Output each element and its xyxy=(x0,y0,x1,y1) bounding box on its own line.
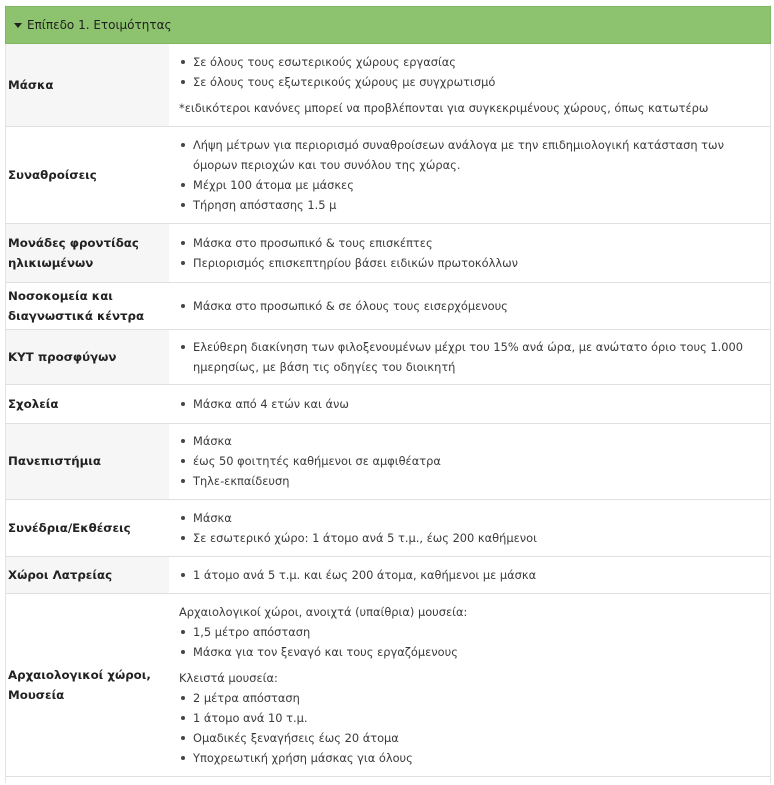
list-item: Σε εσωτερικό χώρο: 1 άτομο ανά 5 τ.μ., έως 200 καθήμενοι xyxy=(173,528,764,548)
list-item: Λήψη μέτρων για περιορισμό συναθροίσεων ανάλογα με την επιδημιολογική κατάσταση των όμορων περιοχών και του συνόλου της χώρας. xyxy=(173,135,764,175)
level-title: Επίπεδο 1. Ετοιμότητας xyxy=(27,18,172,32)
row-details xyxy=(169,499,770,556)
closed-museums-heading: Κλειστά μουσεία: xyxy=(179,670,278,685)
table-row xyxy=(6,329,770,384)
list-item: Ελεύθερη διακίνηση των φιλοξενουμένων μέχρι του 15% ανά ώρα, με ανώτατο όριο τους 1.000 ημερησίως, με βάση τις οδηγίες του διοικητή xyxy=(173,337,764,377)
row-details xyxy=(169,126,770,223)
measures-table xyxy=(6,44,770,777)
list-item: Μάσκα στο προσωπικό & σε όλους τους εισερχόμενους xyxy=(173,296,764,316)
row-details xyxy=(169,556,770,593)
table-row xyxy=(6,44,770,126)
list-item: Μάσκα από 4 ετών και άνω xyxy=(173,394,764,414)
row-note: *ειδικότεροι κανόνες μπορεί να προβλέπονται για συγκεκριμένους χώρους, όπως κατωτέρω xyxy=(179,100,709,115)
row-category: Νοσοκομεία και διαγνωστικά κέντρα xyxy=(6,282,169,329)
row-category: Μάσκα xyxy=(6,44,169,126)
table-row xyxy=(6,223,770,282)
table-row xyxy=(6,499,770,556)
row-details xyxy=(169,423,770,499)
row-category: Χώροι Λατρείας xyxy=(6,556,169,593)
list-item: 2 μέτρα απόσταση xyxy=(173,688,764,708)
list-item: 1 άτομο ανά 5 τ.μ. και έως 200 άτομα, καθήμενοι με μάσκα xyxy=(173,565,764,585)
list-item: Μάσκα για τον ξεναγό και τους εργαζόμενους xyxy=(173,642,764,662)
row-details xyxy=(169,329,770,384)
list-item: Υποχρεωτική χρήση μάσκας για όλους xyxy=(173,748,764,768)
list-item: 1 άτομο ανά 10 τ.μ. xyxy=(173,708,764,728)
list-item: Περιορισμός επισκεπτηρίου βάσει ειδικών πρωτοκόλλων xyxy=(173,253,764,273)
row-category: Συναθροίσεις xyxy=(6,126,169,223)
accordion-header[interactable] xyxy=(5,6,771,44)
row-category: Μονάδες φροντίδας ηλικιωμένων xyxy=(6,223,169,282)
table-row xyxy=(6,556,770,593)
list-item: Ομαδικές ξεναγήσεις έως 20 άτομα xyxy=(173,728,764,748)
list-item: Τήρηση απόστασης 1.5 μ xyxy=(173,195,764,215)
row-category: Συνέδρια/Εκθέσεις xyxy=(6,499,169,556)
list-item: 1,5 μέτρο απόσταση xyxy=(173,622,764,642)
list-item: Σε όλους τους εξωτερικούς χώρους με συγχρωτισμό xyxy=(173,72,764,92)
row-details xyxy=(169,593,770,776)
caret-down-icon xyxy=(14,23,22,28)
table-row xyxy=(6,593,770,776)
list-item: έως 50 φοιτητές καθήμενοι σε αμφιθέατρα xyxy=(173,451,764,471)
row-category: Αρχαιολογικοί χώροι, Μουσεία xyxy=(6,593,169,776)
list-item: Μάσκα στο προσωπικό & τους επισκέπτες xyxy=(173,233,764,253)
table-row xyxy=(6,423,770,499)
row-details xyxy=(169,44,770,126)
table-row xyxy=(6,126,770,223)
row-category: ΚΥΤ προσφύγων xyxy=(6,329,169,384)
list-item: Μέχρι 100 άτομα με μάσκες xyxy=(173,175,764,195)
row-category: Πανεπιστήμια xyxy=(6,423,169,499)
list-item: Τηλε-εκπαίδευση xyxy=(173,471,764,491)
list-item: Μάσκα xyxy=(173,508,764,528)
row-details xyxy=(169,384,770,423)
open-sites-heading: Αρχαιολογικοί χώροι, ανοιχτά (υπαίθρια) μουσεία: xyxy=(179,604,468,619)
row-category: Σχολεία xyxy=(6,384,169,423)
list-item: Μάσκα xyxy=(173,431,764,451)
row-details xyxy=(169,223,770,282)
table-row xyxy=(6,384,770,423)
row-details xyxy=(169,282,770,329)
list-item: Σε όλους τους εσωτερικούς χώρους εργασίας xyxy=(173,52,764,72)
table-row xyxy=(6,282,770,329)
